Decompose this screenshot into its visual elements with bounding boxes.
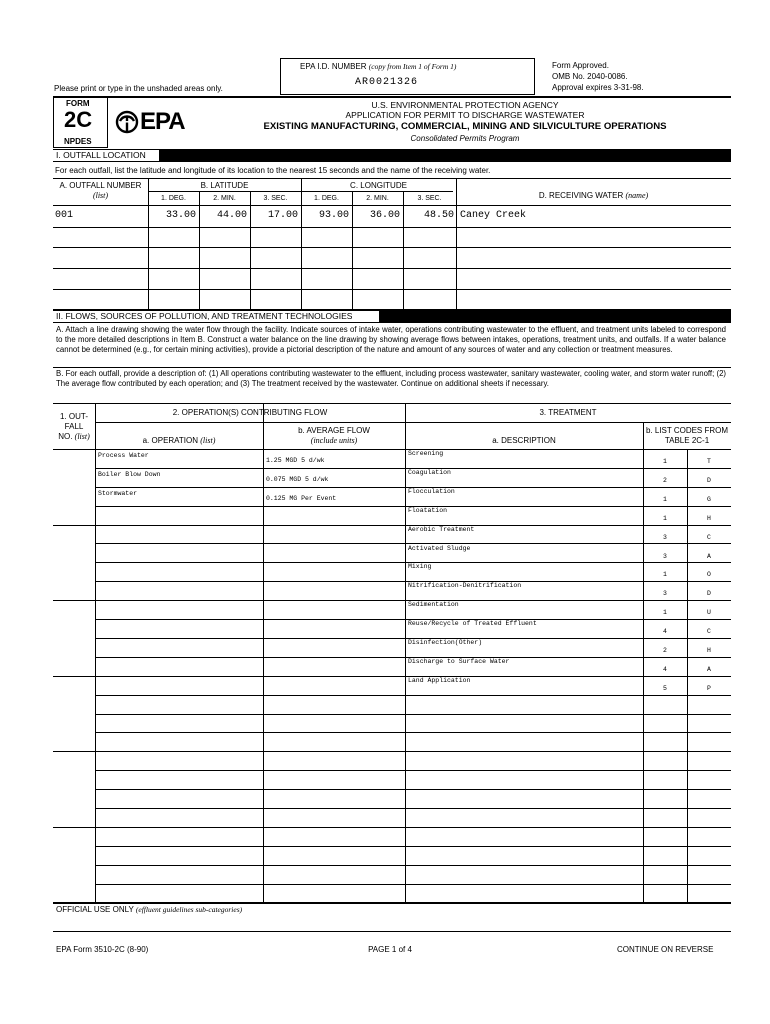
s2-row-line <box>95 884 731 885</box>
s2-row-line <box>95 808 731 809</box>
col-treatment: 3. TREATMENT <box>539 408 597 417</box>
agency-name: U.S. ENVIRONMENTAL PROTECTION AGENCY <box>371 100 559 110</box>
treatment-description[interactable]: Disinfection(Other) <box>408 639 483 646</box>
col-lon-min: 2. MIN. <box>366 195 389 202</box>
treatment-description[interactable]: Coagulation <box>408 469 451 476</box>
epa-id-label: EPA I.D. NUMBER (copy from Item 1 of Form 1) <box>300 62 457 71</box>
s1-rule-g <box>53 289 731 290</box>
treatment-description[interactable]: Activated Sludge <box>408 545 471 552</box>
col-lat-deg: 1. DEG. <box>161 195 186 202</box>
treatment-code-number[interactable]: 1 <box>663 458 667 465</box>
col-operations: 2. OPERATION(S) CONTRIBUTING FLOW <box>172 408 328 417</box>
s2-row-line <box>95 770 731 771</box>
treatment-code-number[interactable]: 2 <box>663 647 667 654</box>
lat-deg-cell[interactable]: 33.00 <box>165 210 196 221</box>
treatment-code-number[interactable]: 4 <box>663 666 667 673</box>
treatment-code-number[interactable]: 5 <box>663 685 667 692</box>
treatment-description[interactable]: Aerobic Treatment <box>408 526 475 533</box>
s2-rule-b <box>53 403 731 404</box>
form-label: FORM <box>66 99 90 108</box>
col-lat-min: 2. MIN. <box>213 195 236 202</box>
footer-form-id: EPA Form 3510-2C (8-90) <box>56 945 149 954</box>
print-instruction: Please print or type in the unshaded areas only. <box>54 84 223 93</box>
col-s2-outfall-no: NO. (list) <box>58 432 90 441</box>
epa-logo <box>115 110 190 134</box>
s1-col-2 <box>199 191 200 309</box>
s2-row-line <box>95 846 731 847</box>
s2-row-line <box>95 865 731 866</box>
treatment-description[interactable]: Sedimentation <box>408 601 459 608</box>
col-receiving-water: D. RECEIVING WATER (name) <box>538 191 649 200</box>
form-approved: Form Approved. <box>552 61 609 70</box>
s2-rule-d <box>53 449 731 450</box>
s2-outfall-row-line <box>53 676 95 677</box>
treatment-description[interactable]: Discharge to Surface Water <box>408 658 510 665</box>
s2-col-line <box>643 422 644 902</box>
treatment-description[interactable]: Reuse/Recycle of Treated Effluent <box>408 620 537 627</box>
treatment-code-number[interactable]: 4 <box>663 628 667 635</box>
section1-title: I. OUTFALL LOCATION <box>53 150 159 161</box>
section1-instruction: For each outfall, list the latitude and longitude of its location to the nearest 15 seconds and the name of the receiving water. <box>55 166 491 175</box>
form-number: 2C <box>64 107 93 132</box>
col-treatment-description: a. DESCRIPTION <box>492 436 556 445</box>
col-list-codes: b. LIST CODES FROM TABLE 2C-1 <box>645 426 729 445</box>
epa-flower-icon <box>115 110 139 134</box>
col-outfall-number: A. OUTFALL NUMBER <box>59 181 142 190</box>
operation-name[interactable]: Stormwater <box>98 490 138 497</box>
application-title: APPLICATION FOR PERMIT TO DISCHARGE WASTEWATER <box>345 110 585 120</box>
treatment-code-letter[interactable]: C <box>707 628 711 635</box>
treatment-code-number[interactable]: 1 <box>663 515 667 522</box>
program-name: Consolidated Permits Program <box>410 134 520 143</box>
treatment-code-letter[interactable]: U <box>707 609 711 616</box>
treatment-code-number[interactable]: 3 <box>663 590 667 597</box>
col-average-flow: b. AVERAGE FLOW (include units) <box>298 426 370 445</box>
treatment-code-letter[interactable]: C <box>707 534 711 541</box>
treatment-code-letter[interactable]: H <box>707 515 711 522</box>
s1-rule-e <box>53 247 731 248</box>
treatment-description[interactable]: Screening <box>408 450 444 457</box>
operation-flow[interactable]: 0.125 MG Per Event <box>266 495 337 502</box>
operation-name[interactable]: Boiler Blow Down <box>98 471 161 478</box>
header-top-rule <box>53 96 731 98</box>
s1-rule-f <box>53 268 731 269</box>
outfall-number-cell[interactable]: 001 <box>55 210 74 221</box>
col-outfall-note: (list) <box>92 191 109 200</box>
treatment-description[interactable]: Land Application <box>408 677 471 684</box>
treatment-description[interactable]: Nitrification-Denitrification <box>408 582 522 589</box>
receiving-water-cell[interactable]: Caney Creek <box>460 210 527 221</box>
s2-row-line <box>95 543 731 544</box>
col-longitude: C. LONGITUDE <box>350 181 407 190</box>
epa-logo-text: EPA <box>140 108 185 135</box>
s2-row-line <box>95 695 731 696</box>
col-lon-sec: 3. SEC. <box>417 195 442 202</box>
operation-name[interactable]: Process Water <box>98 452 149 459</box>
s1-rule-a <box>53 178 731 179</box>
s2-row-line <box>95 789 731 790</box>
operation-flow[interactable]: 0.075 MGD 5 d/wk <box>266 476 329 483</box>
footer-continue: CONTINUE ON REVERSE <box>617 945 714 954</box>
col-latitude: B. LATITUDE <box>200 181 249 190</box>
operation-flow[interactable]: 1.25 MGD 5 d/wk <box>266 457 325 464</box>
treatment-description[interactable]: Flocculation <box>408 488 455 495</box>
epa-id-value[interactable]: AR0021326 <box>355 77 419 88</box>
official-use-bottom-rule <box>53 931 731 932</box>
col-s2-outfall: 1. OUT- FALL NO. (list) <box>53 412 95 442</box>
section2-title: II. FLOWS, SOURCES OF POLLUTION, AND TREATMENT TECHNOLOGIES <box>53 311 379 322</box>
treatment-code-number[interactable]: 3 <box>663 534 667 541</box>
treatment-code-letter[interactable]: O <box>707 571 711 578</box>
s1-col-5 <box>352 191 353 309</box>
treatment-code-letter[interactable]: D <box>707 477 711 484</box>
lon-min-cell[interactable]: 36.00 <box>369 210 400 221</box>
lon-deg-cell[interactable]: 93.00 <box>318 210 349 221</box>
s2-row-line <box>95 827 731 828</box>
s2-row-line <box>95 751 731 752</box>
col-lon-deg: 1. DEG. <box>314 195 339 202</box>
s1-rule-d <box>53 227 731 228</box>
s2-rule-c <box>95 422 731 423</box>
omb-number: OMB No. 2040-0086. <box>552 72 628 81</box>
treatment-description[interactable]: Floatation <box>408 507 448 514</box>
approval-expires: Approval expires 3-31-98. <box>552 83 644 92</box>
s1-col-3 <box>250 191 251 309</box>
treatment-code-letter[interactable]: T <box>707 458 711 465</box>
s2-table-bottom <box>53 902 731 904</box>
treatment-code-letter[interactable]: A <box>707 666 711 673</box>
treatment-code-number[interactable]: 3 <box>663 553 667 560</box>
treatment-code-number[interactable]: 1 <box>663 609 667 616</box>
s1-rule-c <box>53 205 731 206</box>
s2-rule-a <box>53 367 731 368</box>
treatment-code-letter[interactable]: D <box>707 590 711 597</box>
s2-outfall-row-line <box>53 525 95 526</box>
s1-col-6 <box>403 191 404 309</box>
official-use-label: OFFICIAL USE ONLY (effluent guidelines sub-categories) <box>56 905 243 914</box>
section2-para-b: B. For each outfall, provide a description of: (1) All operations contributing wastewater to the effluent, including process wastewater, sanitary wastewater, cooling water, and storm water runoff; (2) The average flow contributed by each operation; and (3) The treatment received by the wastewater. Continue on additional sheets if necessary. <box>56 369 726 389</box>
treatment-code-number[interactable]: 2 <box>663 477 667 484</box>
treatment-description[interactable]: Mixing <box>408 563 432 570</box>
s2-outfall-row-line <box>53 600 95 601</box>
s2-row-line <box>95 732 731 733</box>
s2-outfall-row-line <box>53 827 95 828</box>
treatment-code-number[interactable]: 1 <box>663 496 667 503</box>
section2-para-a: A. Attach a line drawing showing the water flow through the facility. Indicate sources of intake water, operations contributing wastewater to the effluent, and treatment units labeled to correspond to the more detailed descriptions in Item B. Construct a water balance on the line drawing by showing average flows between intakes, operations, treatment units, and outfalls. If a water balance cannot be determined (e.g., for certain mining activities), provide a pictorial description of the nature and amount of any sources of water and any collection or treatment measures. <box>56 325 726 355</box>
footer-page: PAGE 1 of 4 <box>368 945 412 954</box>
treatment-code-letter[interactable]: G <box>707 496 711 503</box>
treatment-code-letter[interactable]: A <box>707 553 711 560</box>
col-operation-name: a. OPERATION (list) <box>142 436 216 445</box>
col-lat-sec: 3. SEC. <box>263 195 288 202</box>
lat-sec-cell[interactable]: 17.00 <box>267 210 298 221</box>
npdes-label: NPDES <box>64 137 92 146</box>
lat-min-cell[interactable]: 44.00 <box>216 210 247 221</box>
form-title: EXISTING MANUFACTURING, COMMERCIAL, MINING AND SILVICULTURE OPERATIONS <box>263 121 667 132</box>
treatment-code-number[interactable]: 1 <box>663 571 667 578</box>
treatment-code-letter[interactable]: H <box>707 647 711 654</box>
s2-outfall-row-line <box>53 751 95 752</box>
lon-sec-cell[interactable]: 48.50 <box>423 210 454 221</box>
treatment-code-letter[interactable]: P <box>707 685 711 692</box>
s2-row-line <box>95 714 731 715</box>
